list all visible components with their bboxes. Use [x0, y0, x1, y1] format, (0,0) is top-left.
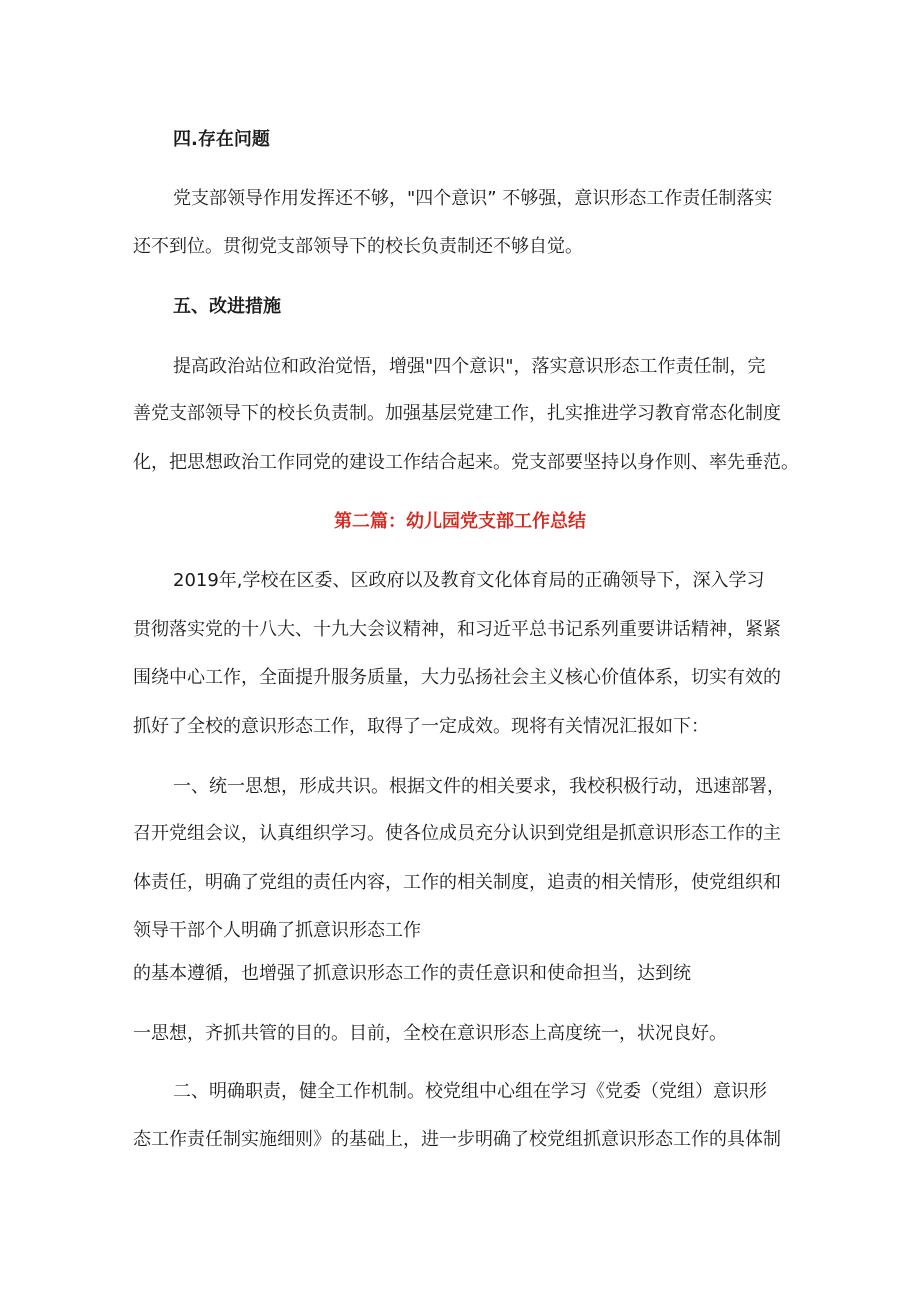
- paragraph-line: 一、统一思想，形成共识。根据文件的相关要求，我校积极行动，迅速部署，: [173, 776, 785, 797]
- paragraph-line: 一思想，齐抓共管的目的。目前，全校在意识形态上高度统一，状况良好。: [133, 1023, 727, 1044]
- paragraph-line: 体责任，明确了党组的责任内容，工作的相关制度，追责的相关情形，使党组织和: [133, 872, 781, 893]
- paragraph-line: 二、明确职责，健全工作机制。校党组中心组在学习《党委（党组）意识形: [173, 1081, 767, 1102]
- paragraph-line: 召开党组会议，认真组织学习。使各位成员充分认识到党组是抓意识形态工作的主: [133, 823, 781, 844]
- section-heading-problems: 四.存在问题: [173, 129, 270, 150]
- paragraph-line: 贯彻落实党的十八大、十九大会议精神，和习近平总书记系列重要讲话精神，紧紧: [133, 619, 781, 640]
- paragraph-line: 领导干部个人明确了抓意识形态工作: [133, 920, 421, 941]
- paragraph-line: 化，把思想政治工作同党的建设工作结合起来。党支部要坚持以身作则、率先垂范。: [133, 452, 799, 473]
- article-title: 第二篇：幼儿园党支部工作总结: [334, 511, 586, 532]
- paragraph-line: 围绕中心工作，全面提升服务质量，大力弘扬社会主义核心价值体系，切实有效的: [133, 667, 781, 688]
- paragraph-line: 态工作责任制实施细则》的基础上，进一步明确了校党组抓意识形态工作的具体制: [133, 1129, 781, 1150]
- paragraph-line: 善党支部领导下的校长负责制。加强基层党建工作，扎实推进学习教育常态化制度: [133, 403, 781, 424]
- paragraph-line: 提高政治站位和政治觉悟，增强"四个意识"，落实意识形态工作责任制，完: [173, 356, 766, 377]
- section-heading-measures: 五、改进措施: [173, 296, 281, 317]
- paragraph-line: 党支部领导作用发挥还不够，"四个意识” 不够强，意识形态工作责任制落实: [173, 188, 773, 209]
- paragraph-line: 抓好了全校的意识形态工作，取得了一定成效。现将有关情况汇报如下：: [133, 716, 709, 737]
- paragraph-line: 的基本遵循，也增强了抓意识形态工作的责任意识和使命担当，达到统: [133, 963, 691, 984]
- paragraph-line: 还不到位。贯彻党支部领导下的校长负责制还不够自觉。: [133, 236, 583, 257]
- paragraph-line: 2019年,学校在区委、区政府以及教育文化体育局的正确领导下，深入学习: [173, 570, 765, 591]
